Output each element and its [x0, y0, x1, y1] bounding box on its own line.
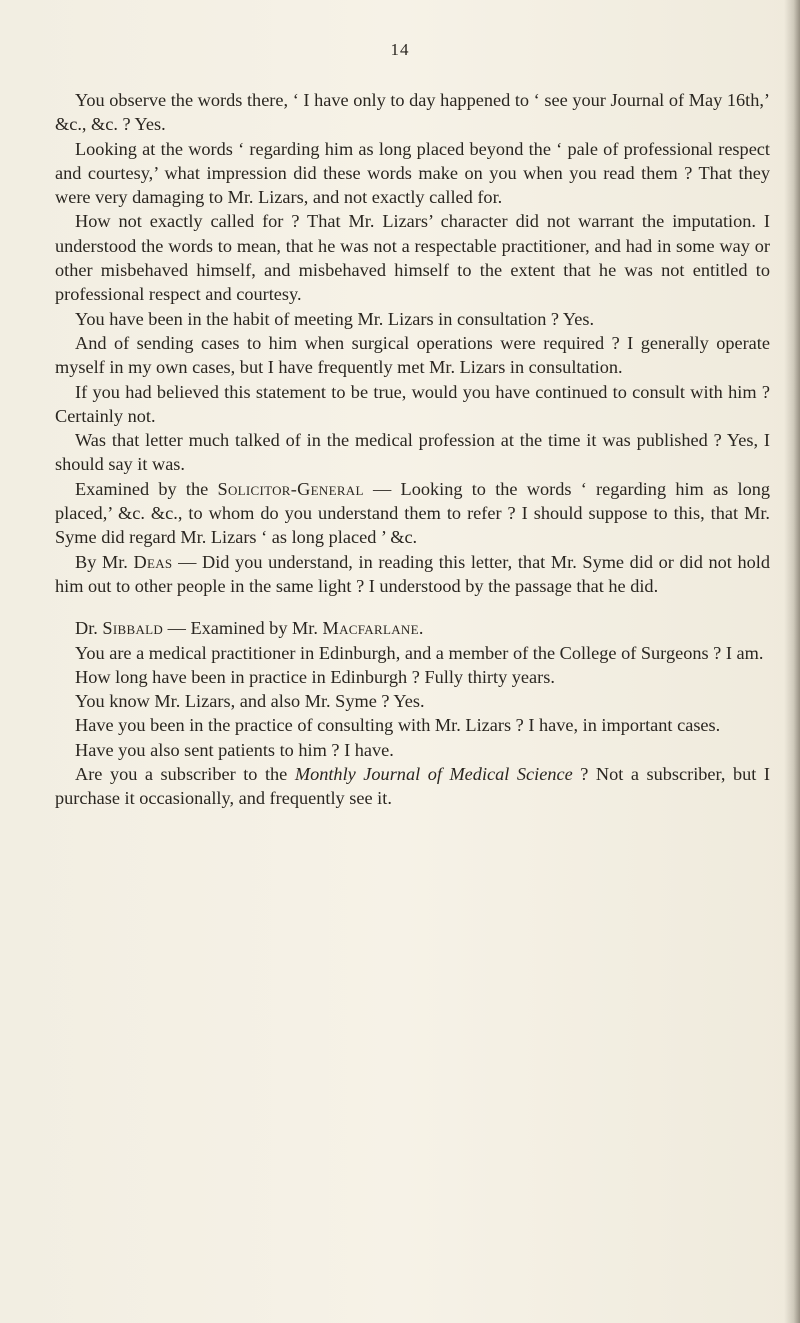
page-number: 14 [390, 40, 410, 59]
paragraph: If you had believed this statement to be true, would you have continued to consult with him ? Certainly not. [55, 381, 770, 426]
paragraph [55, 550, 770, 599]
paragraph: You are a medical practitioner in Edinburgh, and a member of the College of Surgeons ? I am. [75, 642, 764, 663]
text-run: Examined by the [75, 478, 218, 499]
text-run: Dr. [75, 618, 103, 639]
text-run: — Looking to the words ‘ regarding him as long placed,’ &c. &c., to whom do you understand them to refer ? I should suppose to this, that Mr. Syme did regard Mr. Lizars ‘ as long placed ’ &c. [55, 478, 770, 548]
counsel-name: Macfarlane [322, 618, 419, 639]
text-run: ? Not a subscriber, but I purchase it occasionally, and frequently see it. [55, 764, 770, 809]
page-text [55, 88, 770, 811]
text-run: . [418, 618, 424, 639]
witness-name: Sibbald [102, 618, 164, 639]
speaker-name: Solicitor-General [217, 478, 364, 499]
paragraph [55, 762, 770, 811]
paragraph: Have you been in the practice of consulting with Mr. Lizars ? I have, in important cases. [75, 715, 721, 736]
paragraph: You observe the words there, ‘ I have only to day happened to ‘ see your Journal of May 16th,’ &c., &c. ? Yes. [55, 90, 770, 135]
paragraph: You have been in the habit of meeting Mr. Lizars in consultation ? Yes. [75, 308, 595, 329]
page-edge-shadow [784, 0, 800, 1323]
text-run: — Did you understand, in reading this letter, that Mr. Syme did or did not hold him out to other people in the same light ? I understood by the passage that he did. [55, 551, 770, 596]
speaker-name: Deas [133, 551, 173, 572]
paragraph: Have you also sent patients to him ? I have. [75, 739, 394, 760]
text-run: By Mr. [75, 551, 134, 572]
paragraph: And of sending cases to him when surgical operations were required ? I generally operate myself in my own cases, but I have frequently met Mr. Lizars in consultation. [55, 332, 770, 378]
text-run: Are you a subscriber to the [75, 764, 295, 785]
paragraph: Was that letter much talked of in the medical profession at the time it was published ? Yes, I should say it was. [55, 430, 770, 475]
text-run: — Examined by Mr. [163, 618, 323, 639]
paragraph: How not exactly called for ? That Mr. Lizars’ character did not warrant the imputation. I understood the words to mean, that he was not a respectable practitioner, and had in some way or other misbehaved himself, and misbehaved himself to the extent that he was not entitled to professional respect and courtesy. [55, 211, 770, 305]
section-gap [55, 598, 770, 616]
paragraph: You know Mr. Lizars, and also Mr. Syme ? Yes. [75, 691, 425, 712]
journal-title: Monthly Journal of Medical Science [294, 764, 573, 785]
paragraph: How long have been in practice in Edinburgh ? Fully thirty years. [75, 666, 555, 687]
paragraph [55, 477, 770, 550]
section-header [55, 616, 770, 640]
paragraph: Looking at the words ‘ regarding him as long placed beyond the ‘ pale of professional respect and courtesy,’ what impression did these words make on you when you read them ? That they were very damaging to Mr. Lizars, and not exactly called for. [55, 138, 770, 208]
